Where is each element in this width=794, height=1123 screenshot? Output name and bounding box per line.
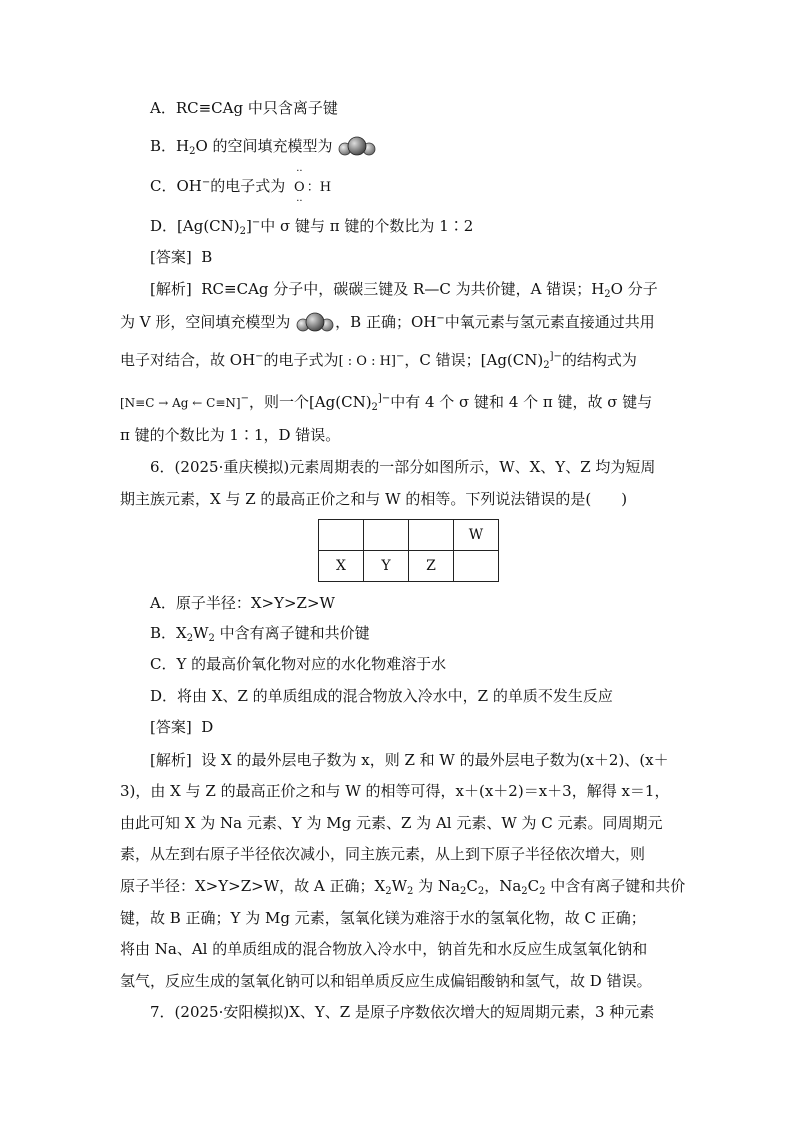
table-cell [364,520,409,551]
water-space-filling-model-icon [295,312,335,334]
q6-analysis-line-7: 将由 Na、Al 的单质组成的混合物放入冷水中，钠首先和水反应生成氢氧化钠和 [120,940,648,958]
q6-option-a: A．原子半径：X>Y>Z>W [150,594,335,612]
hydroxide-lewis-formula: ·· O ·· [294,166,305,207]
answer-label: [答案] [150,248,192,266]
answer-value: D [201,718,214,736]
q5-analysis-line-3: 电子对结合，故 OH−的电子式为[ : O : H]−，C 错误；[$Ag(CN)_2^{]-}$的结构式为 [120,351,637,371]
q6-analysis-line-4: 素，从左到右原子半径依次减小，同主族元素，从上到下原子半径依次增大，则 [120,845,646,863]
q6-stem-line-1: 6．(2025·重庆模拟)元素周期表的一部分如图所示，W、X、Y、Z 均为短周 [150,458,656,476]
q6-analysis-line-5: 原子半径：X>Y>Z>W，故 A 正确；$X_2W_2$ 为 $Na_2C_2$，$Na_2C_2$ 中含有离子键和共价 [120,877,686,897]
ag-cn-structural-formula: [N≡C → Ag ← C≡N] [120,396,241,410]
q6-analysis-line-1: [解析] 设 X 的最外层电子数为 x，则 Z 和 W 的最外层电子数为(x＋2)、(x＋ [150,751,669,769]
answer-value: B [201,248,213,266]
q5-analysis-line-1: [解析] RC≡CAg 分子中，碳碳三键及 R—C 为共价键，A 错误；$H_2O$ 分子 [150,280,658,300]
q6-option-c: C．Y 的最高价氧化物对应的水化物难溶于水 [150,655,447,673]
q5-option-b: B．$H_2O$ 的空间填充模型为 [150,136,377,158]
table-cell: Y [364,551,409,582]
q5-analysis-line-5: π 键的个数比为 1∶1，D 错误。 [120,426,341,444]
table-cell [454,551,499,582]
q5-option-a: A．RC≡CAg 中只含离子键 [150,99,338,117]
analysis-label: [解析] [150,280,192,298]
q6-analysis-line-8: 氢气，反应生成的氢氧化钠可以和铝单质反应生成偏铝酸钠和氢气，故 D 错误。 [120,972,652,990]
q5-option-d: D．$[Ag(CN)_2]^-$中 σ 键与 π 键的个数比为 1∶2 [150,217,474,237]
periodic-table-fragment [318,519,499,582]
table-cell: W [454,520,499,551]
analysis-label: [解析] [150,751,192,769]
q6-analysis-line-3: 由此可知 X 为 Na 元素、Y 为 Mg 元素、Z 为 Al 元素、W 为 C 元素。同周期元 [120,814,663,832]
q5-analysis-line-4: [N≡C → Ag ← C≡N]−，则一个[$Ag(CN)_2^{]-}$中有 4 个 σ 键和 4 个 π 键，故 σ 键与 [120,393,653,413]
water-space-filling-model-icon [337,136,377,158]
q6-analysis-line-2: 3)，由 X 与 Z 的最高正价之和与 W 的相等可得，x＋(x＋2)＝x＋3，解得 x＝1， [120,782,670,800]
q7-stem-line-1: 7．(2025·安阳模拟)X、Y、Z 是原子序数依次增大的短周期元素，3 种元素 [150,1003,655,1021]
q6-answer [150,717,213,737]
hydroxide-bracket-formula: [ : O : H] [338,354,396,369]
q6-option-b: B．$X_2W_2$ 中含有离子键和共价键 [150,624,370,644]
q5-analysis-line-2: 为 V 形，空间填充模型为 ，B 正确；OH−中氧元素与氢元素直接通过共用 [120,312,655,334]
table-cell [319,520,364,551]
q5-option-c: C．OH−的电子式为 ·· O ·· ：H [150,166,332,207]
table-cell: Z [409,551,454,582]
q6-analysis-line-6: 键，故 B 正确；Y 为 Mg 元素，氢氧化镁为难溶于水的氢氧化物，故 C 正确； [120,909,646,927]
q6-stem-line-2: 期主族元素，X 与 Z 的最高正价之和与 W 的相等。下列说法错误的是( ) [120,490,628,508]
table-cell: X [319,551,364,582]
answer-label: [答案] [150,718,192,736]
table-cell [409,520,454,551]
q5-answer [150,247,212,267]
q6-option-d: D．将由 X、Z 的单质组成的混合物放入冷水中，Z 的单质不发生反应 [150,687,613,705]
